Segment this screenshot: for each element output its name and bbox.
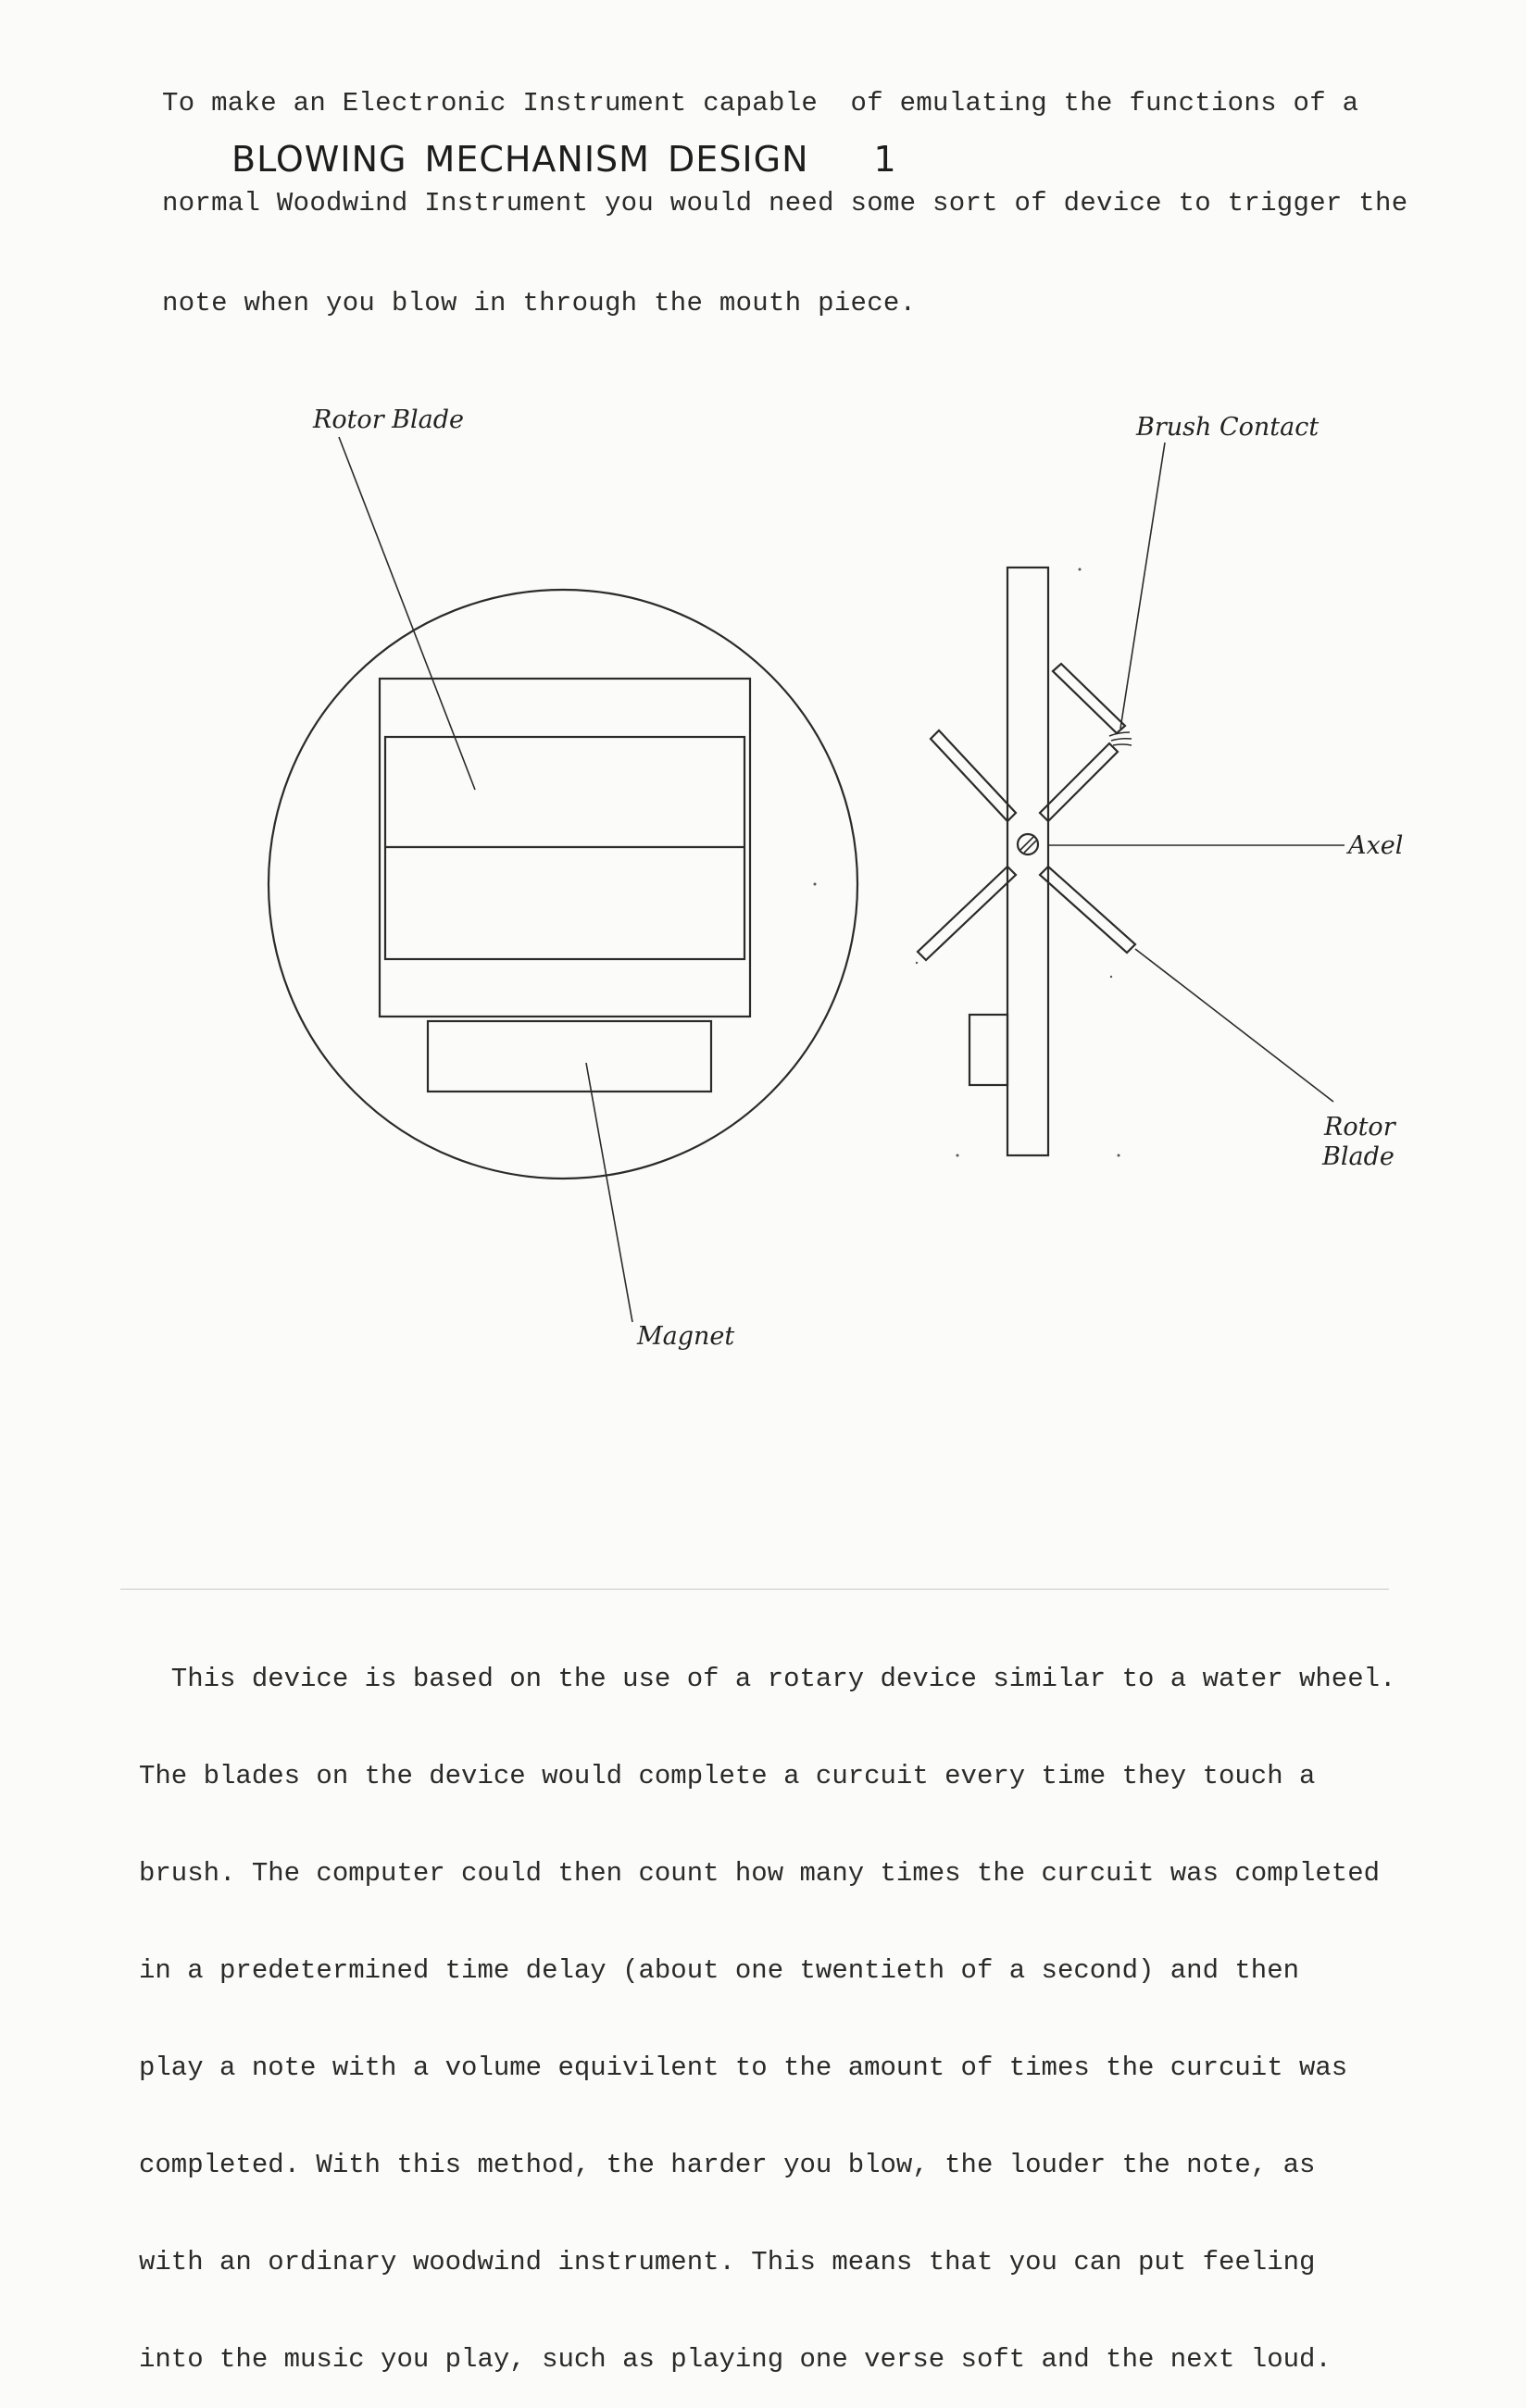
description-paragraph: [139, 1598, 1398, 2408]
blade-upper-right: [1040, 743, 1118, 821]
description-line: This device is based on the use of a rotary device similar to a water wheel.: [139, 1664, 1396, 1694]
label-axel: Axel: [1348, 831, 1404, 860]
speck: [814, 883, 817, 886]
description-line: in a predetermined time delay (about one twentieth of a second) and then: [139, 1955, 1300, 1986]
blade-lower-left: [918, 867, 1016, 960]
description-line: into the music you play, such as playing one verse soft and the next loud.: [139, 2344, 1332, 2375]
axle-shaft: [1007, 568, 1048, 1155]
heading-number: 1: [873, 139, 897, 180]
intro-line: note when you blow in through the mouth piece.: [162, 288, 917, 318]
axle-pivot: [1018, 834, 1038, 855]
label-magnet: Magnet: [637, 1322, 735, 1351]
blade-upper-left: [931, 730, 1016, 821]
label-rotor-blade-left: Rotor Blade: [313, 405, 465, 434]
magnet-leader: [586, 1063, 632, 1322]
speck: [1079, 568, 1082, 571]
side-magnet: [969, 1015, 1007, 1085]
blade-lower-right: [1040, 867, 1135, 953]
intro-line: normal Woodwind Instrument you would need some sort of device to trigger the: [162, 188, 1408, 218]
section-divider: [120, 1589, 1389, 1590]
description-line: The blades on the device would complete a curcuit every time they touch a: [139, 1761, 1316, 1791]
intro-line: To make an Electronic Instrument capable of emulating the functions of a: [162, 88, 1359, 119]
description-line: with an ordinary woodwind instrument. This means that you can put feeling: [139, 2247, 1316, 2277]
description-line: play a note with a volume equivilent to the amount of times the curcuit was: [139, 2052, 1348, 2083]
brush-contact-part: [1053, 664, 1125, 733]
speck: [1118, 1154, 1120, 1157]
heading-title: BLOWING MECHANISM DESIGN: [231, 139, 809, 180]
description-line: completed. With this method, the harder you blow, the louder the note, as: [139, 2150, 1316, 2180]
magnet-block: [428, 1021, 711, 1092]
speck: [957, 1154, 959, 1157]
speck: [916, 962, 918, 964]
axle-pivot-hatch: [1020, 837, 1033, 850]
label-rotor-blade-right-1: Rotor: [1324, 1113, 1395, 1142]
description-line: brush. The computer could then count how many times the curcuit was completed: [139, 1858, 1381, 1889]
label-brush-contact: Brush Contact: [1136, 413, 1320, 442]
label-rotor-blade-right-2: Blade: [1322, 1142, 1395, 1171]
brush-contact-leader: [1120, 443, 1165, 729]
rotor-blade-right-leader: [1135, 949, 1333, 1102]
brush-wires: [1109, 732, 1132, 745]
speck: [1110, 976, 1112, 978]
